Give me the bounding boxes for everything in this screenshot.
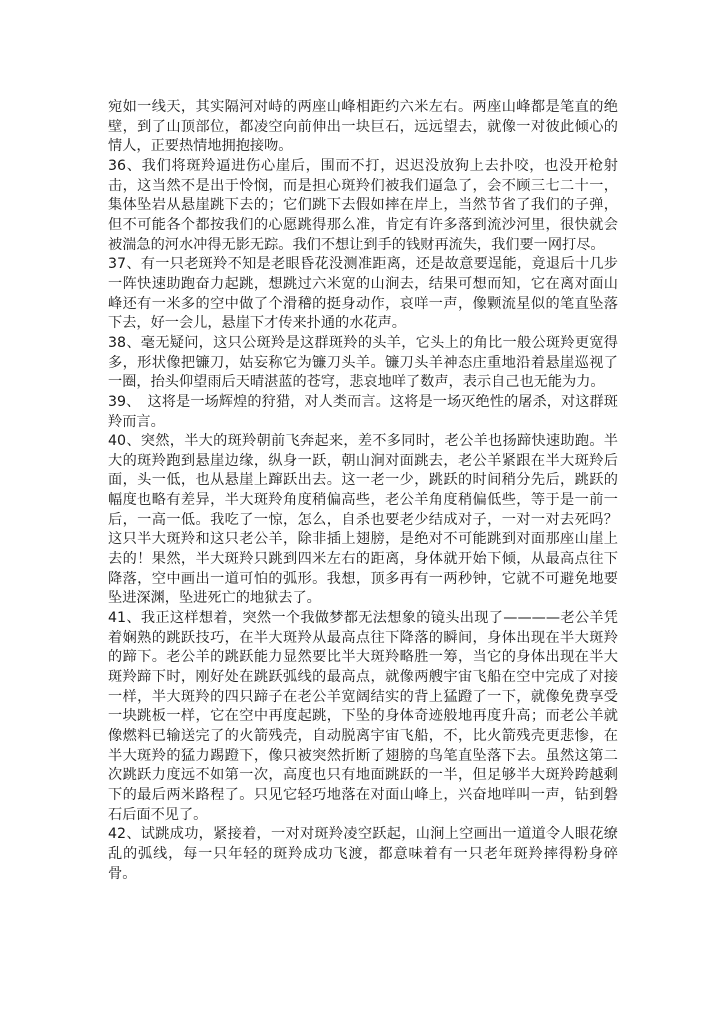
paragraph-41: 41、我正这样想着，突然一个我做梦都无法想象的镜头出现了————老公羊凭着娴熟的跳跃技巧，在半大斑羚从最高点往下降落的瞬间，身体出现在半大斑羚的蹄下。老公羊的跳跃能力显然要比半大斑羚略胜一筹，当它的身体出现在半大斑羚蹄下时，刚好处在跳跃弧线的最高点，就像两艘宇宙飞船在空中完成了对接一样，半大斑羚的四只蹄子在老公羊宽阔结实的背上猛蹬了一下，就像免费享受一块跳板一样，它在空中再度起跳，下坠的身体奇迹般地再度升高；而老公羊就像燃料已输送完了的火箭残壳，自动脱离宇宙飞船，不，比火箭残壳更悲惨，在半大斑羚的猛力踢蹬下，像只被突然折断了翅膀的鸟笔直坠落下去。虽然这第二次跳跃力度远不如第一次，高度也只有地面跳跃的一半，但足够半大斑羚跨越剩下的最后两米路程了。只见它轻巧地落在对面山峰上，兴奋地咩叫一声，钻到磐石后面不见了。 <box>108 610 618 823</box>
paragraph-42: 42、试跳成功，紧接着，一对对斑羚凌空跃起，山涧上空画出一道道令人眼花缭乱的弧线，每一只年轻的斑羚成功飞渡，都意味着有一只老年斑羚摔得粉身碎骨。 <box>108 826 618 882</box>
paragraph-39: 39、 这将是一场辉煌的狩猎，对人类而言。这将是一场灭绝性的屠杀，对这群斑羚而言。 <box>108 393 618 430</box>
paragraph-36: 36、我们将斑羚逼进伤心崖后，围而不打，迟迟没放狗上去扑咬，也没开枪射击，这当然不是出于怜悯，而是担心斑羚们被我们逼急了，会不顾三七二十一，集体坠岩从悬崖跳下去的；它们跳下去假如摔在岸上，当然节省了我们的子弹，但不可能各个都按我们的心愿跳得那么准，肯定有许多落到流沙河里，很快就会被湍急的河水冲得无影无踪。我们不想让到手的钱财再流失，我们要一网打尽。 <box>108 157 618 253</box>
paragraph-intro: 宛如一线天，其实隔河对峙的两座山峰相距约六米左右。两座山峰都是笔直的绝壁，到了山顶部位，都凌空向前伸出一块巨石，远远望去，就像一对彼此倾心的情人，正要热情地拥抱接吻。 <box>108 99 618 155</box>
paragraph-40: 40、突然，半大的斑羚朝前飞奔起来，差不多同时，老公羊也扬蹄快速助跑。半大的斑羚跑到悬崖边缘，纵身一跃，朝山涧对面跳去，老公羊紧跟在半大斑羚后面，头一低，也从悬崖上蹿跃出去。这一老一少，跳跃的时间稍分先后，跳跃的幅度也略有差异，半大斑羚角度稍偏高些，老公羊角度稍偏低些，等于是一前一后，一高一低。我吃了一惊，怎么，自杀也要老少结成对子，一对一对去死吗？这只半大斑羚和这只老公羊，除非插上翅膀，是绝对不可能跳到对面那座山崖上去的！果然，半大斑羚只跳到四米左右的距离，身体就开始下倾，从最高点往下降落，空中画出一道可怕的弧形。我想，顶多再有一两秒钟，它就不可避免地要坠进深渊，坠进死亡的地狱去了。 <box>108 433 618 607</box>
paragraph-37: 37、有一只老斑羚不知是老眼昏花没测准距离，还是故意要逞能，竟退后十几步一阵快速助跑奋力起跳，想跳过六米宽的山涧去，结果可想而知，它在离对面山峰还有一米多的空中做了个滑稽的挺身动作，哀咩一声，像颗流星似的笔直坠落下去，好一会儿，悬崖下才传来扑通的水花声。 <box>108 256 618 332</box>
paragraph-38: 38、毫无疑问，这只公斑羚是这群斑羚的头羊，它头上的角比一般公斑羚更宽得多，形状像把镰刀，姑妄称它为镰刀头羊。镰刀头羊神态庄重地沿着悬崖巡视了一圈，抬头仰望雨后天晴湛蓝的苍穹，悲哀地咩了数声，表示自己也无能为力。 <box>108 334 618 391</box>
document-page <box>108 98 618 884</box>
